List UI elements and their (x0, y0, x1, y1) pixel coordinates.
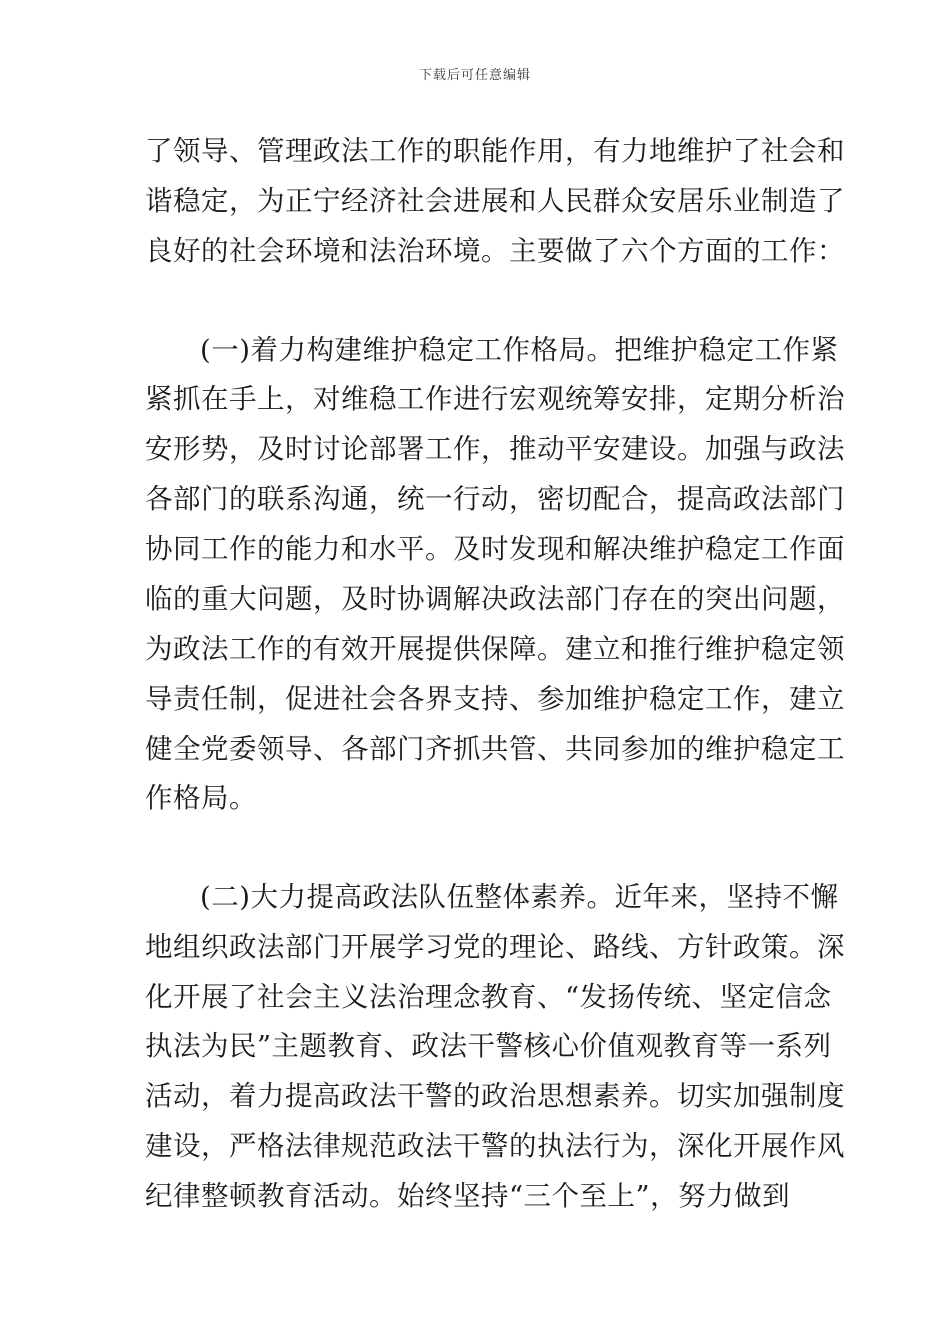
text-line: 为政法工作的有效开展提供保障。建立和推行维护稳定领 (145, 633, 845, 665)
text-line: 活动，着力提高政法干警的政治思想素养。切实加强制度 (145, 1080, 845, 1112)
text-line: (二)大力提高政法队伍整体素养。近年来，坚持不懈 (200, 881, 839, 913)
text-line: 导责任制，促进社会各界支持、参加维护稳定工作，建立 (145, 683, 845, 715)
text-line: 谐稳定，为正宁经济社会进展和人民群众安居乐业制造了 (145, 185, 845, 217)
text-line: 良好的社会环境和法治环境。主要做了六个方面的工作： (145, 235, 845, 267)
text-line: 协同工作的能力和水平。及时发现和解决维护稳定工作面 (145, 533, 845, 565)
text-line: 了领导、管理政法工作的职能作用，有力地维护了社会和 (145, 135, 845, 167)
text-line: 作格局。 (145, 782, 257, 814)
text-line: 纪律整顿教育活动。始终坚持“三个至上”，努力做到 (145, 1180, 791, 1212)
text-line: 地组织政法部门开展学习党的理论、路线、方针政策。深 (145, 931, 845, 963)
text-line: 安形势，及时讨论部署工作，推动平安建设。加强与政法 (145, 433, 845, 465)
page-header: 下载后可任意编辑 (418, 68, 531, 83)
text-line: 各部门的联系沟通，统一行动，密切配合，提高政法部门 (145, 483, 845, 515)
text-line: 化开展了社会主义法治理念教育、“发扬传统、坚定信念 (145, 981, 832, 1013)
text-line: 临的重大问题，及时协调解决政法部门存在的突出问题， (145, 583, 845, 615)
text-line: 建设，严格法律规范政法干警的执法行为，深化开展作风 (145, 1130, 845, 1162)
text-line: 紧抓在手上，对维稳工作进行宏观统筹安排，定期分析治 (145, 383, 845, 415)
text-line: 执法为民”主题教育、政法干警核心价值观教育等一系列 (145, 1030, 832, 1062)
text-line: 健全党委领导、各部门齐抓共管、共同参加的维护稳定工 (145, 733, 845, 765)
text-line: (一)着力构建维护稳定工作格局。把维护稳定工作紧 (200, 334, 839, 366)
